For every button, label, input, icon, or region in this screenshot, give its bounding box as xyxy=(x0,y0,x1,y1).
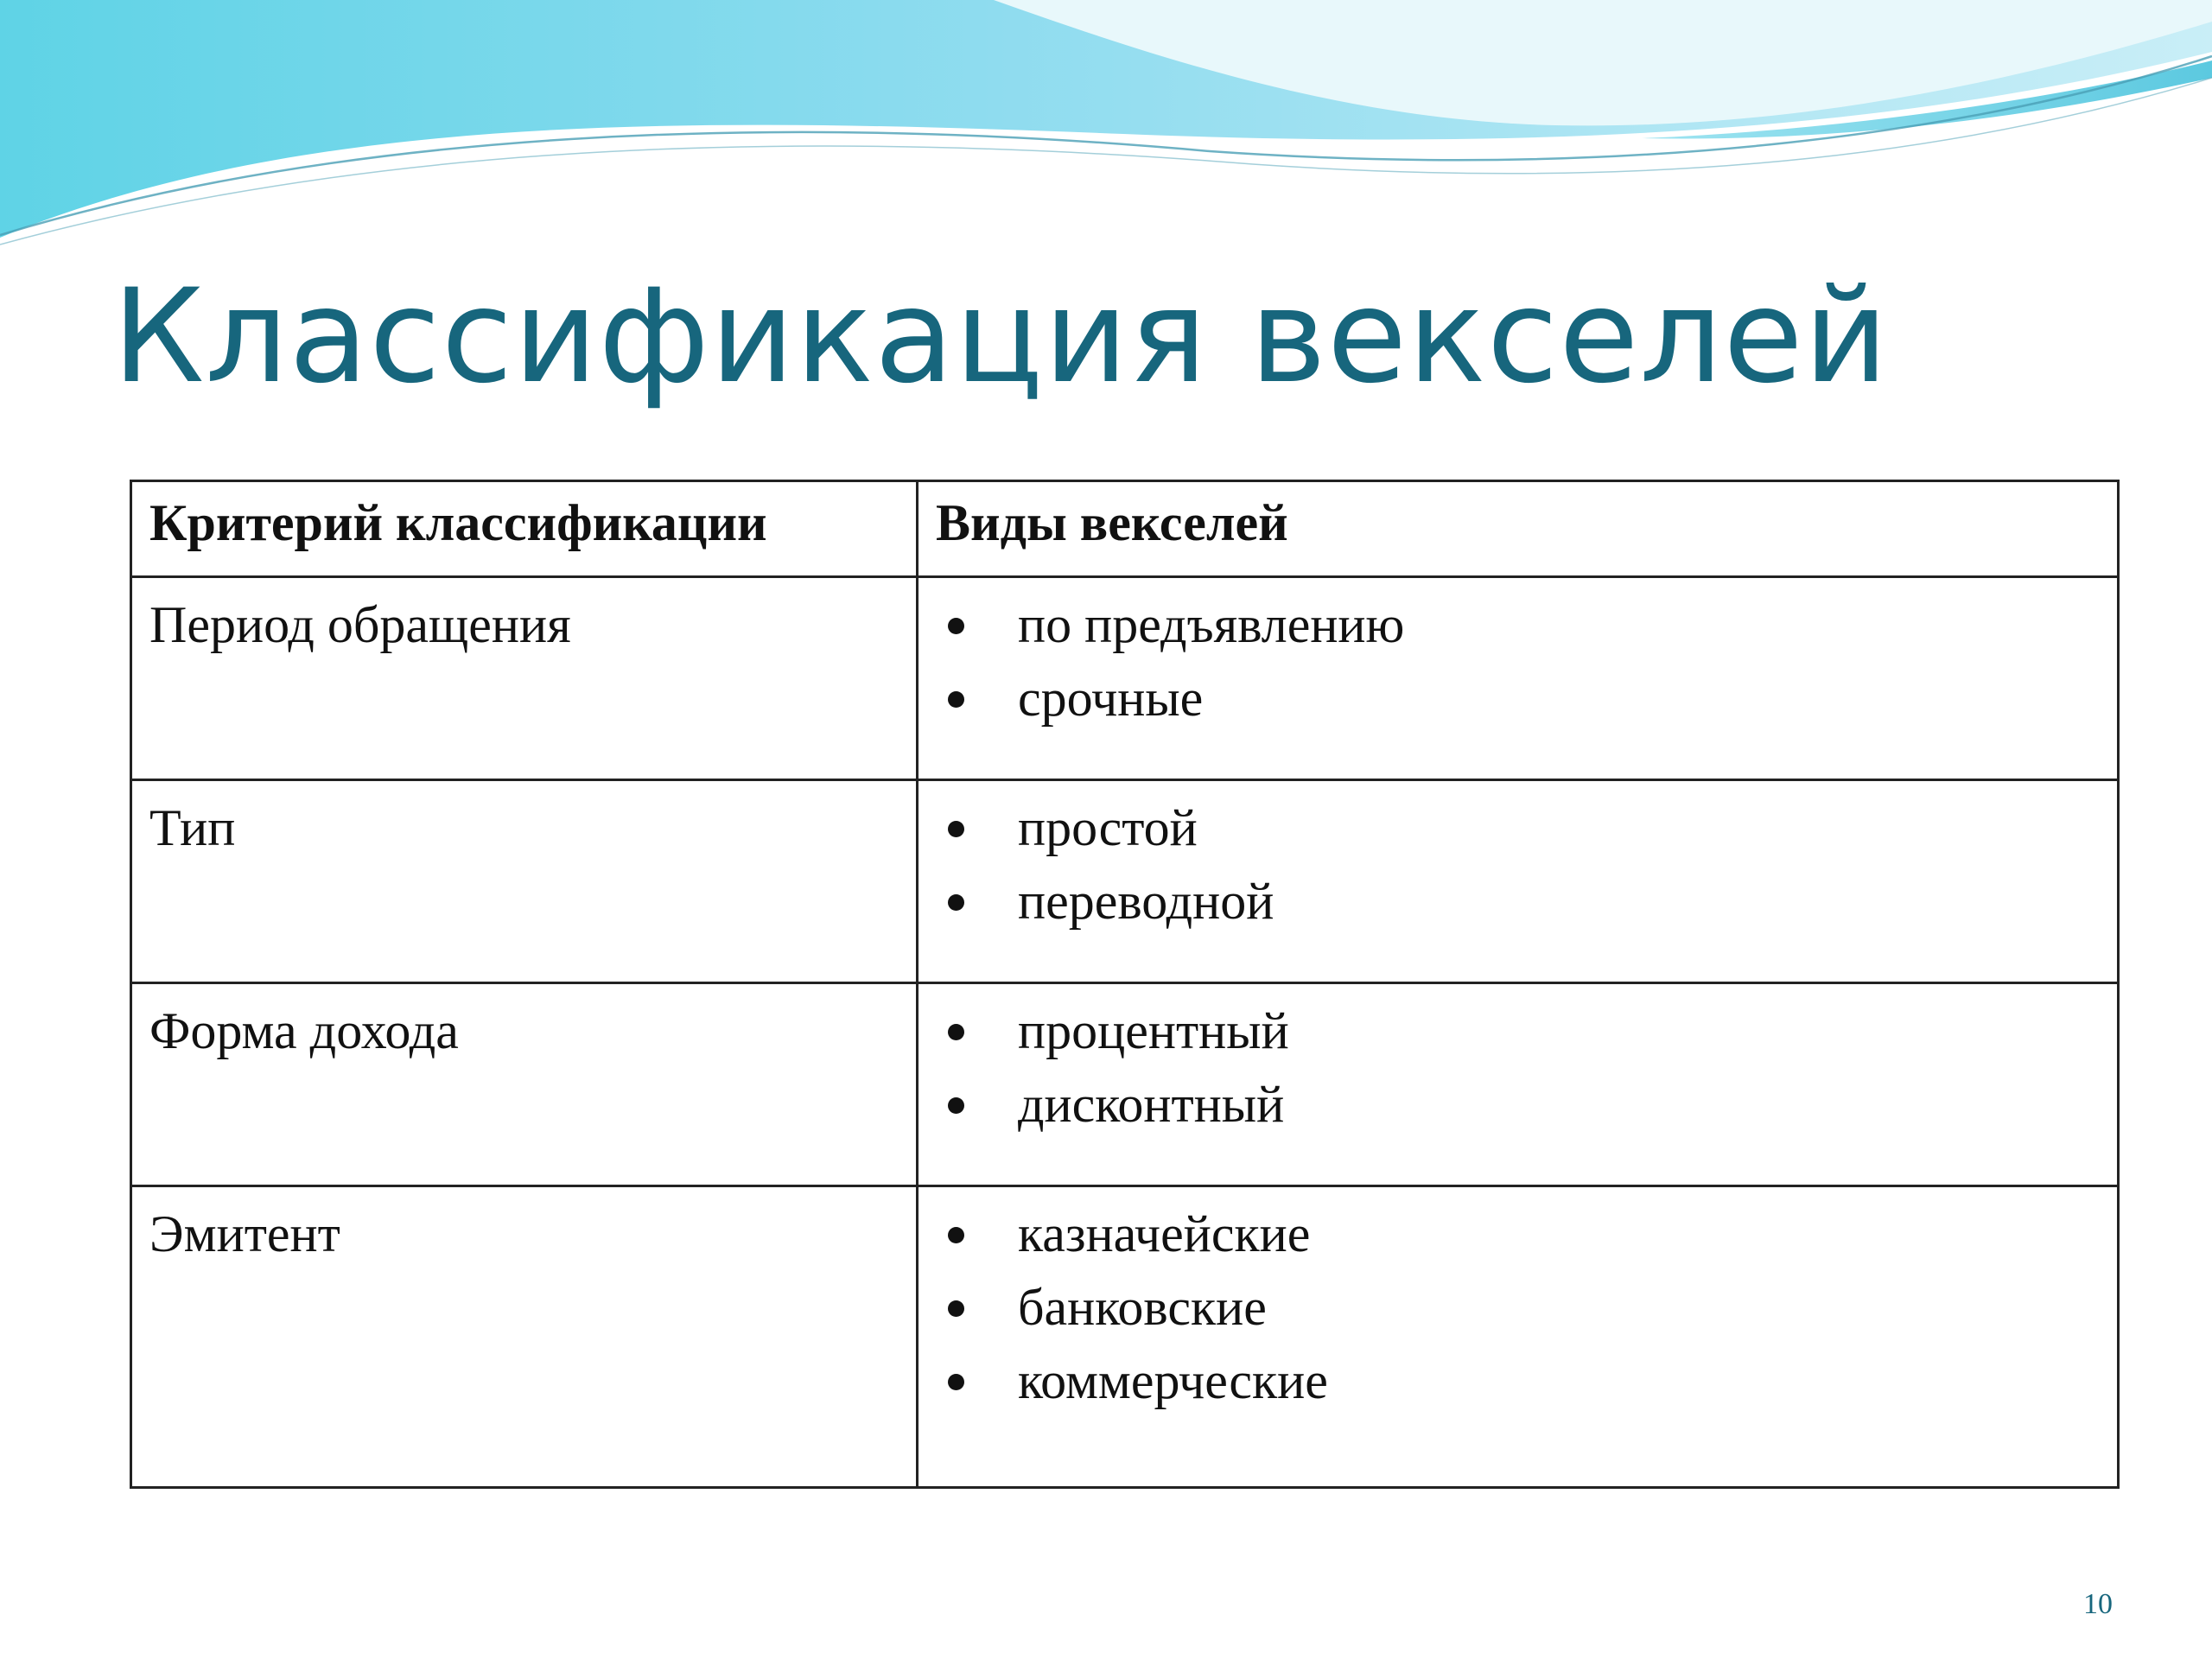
kinds-list xyxy=(936,791,2101,938)
list-item: по предъявлению xyxy=(936,588,2101,662)
header-criterion: Критерий классификации xyxy=(131,481,918,577)
table-row xyxy=(131,1186,2119,1488)
list-item: казначейские xyxy=(936,1198,2101,1271)
kinds-list xyxy=(936,1198,2101,1418)
kinds-list xyxy=(936,588,2101,735)
table-row xyxy=(131,577,2119,780)
list-item: коммерческие xyxy=(936,1344,2101,1418)
classification-table xyxy=(130,480,2120,1489)
list-item: срочные xyxy=(936,662,2101,735)
list-item: банковские xyxy=(936,1271,2101,1344)
header-kinds: Виды векселей xyxy=(918,481,2119,577)
table-row xyxy=(131,780,2119,983)
kinds-cell xyxy=(918,780,2119,983)
list-item: переводной xyxy=(936,865,2101,938)
table-row xyxy=(131,983,2119,1186)
slide-title: Классификация векселей xyxy=(112,262,1890,412)
kinds-cell xyxy=(918,577,2119,780)
page-number: 10 xyxy=(2083,1588,2113,1620)
kinds-cell xyxy=(918,983,2119,1186)
criterion-cell: Тип xyxy=(131,780,918,983)
header-wave-decoration xyxy=(0,0,2212,276)
list-item: дисконтный xyxy=(936,1068,2101,1141)
criterion-cell: Период обращения xyxy=(131,577,918,780)
list-item: простой xyxy=(936,791,2101,865)
table-header-row xyxy=(131,481,2119,577)
list-item: процентный xyxy=(936,995,2101,1068)
criterion-cell: Форма дохода xyxy=(131,983,918,1186)
kinds-list xyxy=(936,995,2101,1141)
criterion-cell: Эмитент xyxy=(131,1186,918,1488)
kinds-cell xyxy=(918,1186,2119,1488)
